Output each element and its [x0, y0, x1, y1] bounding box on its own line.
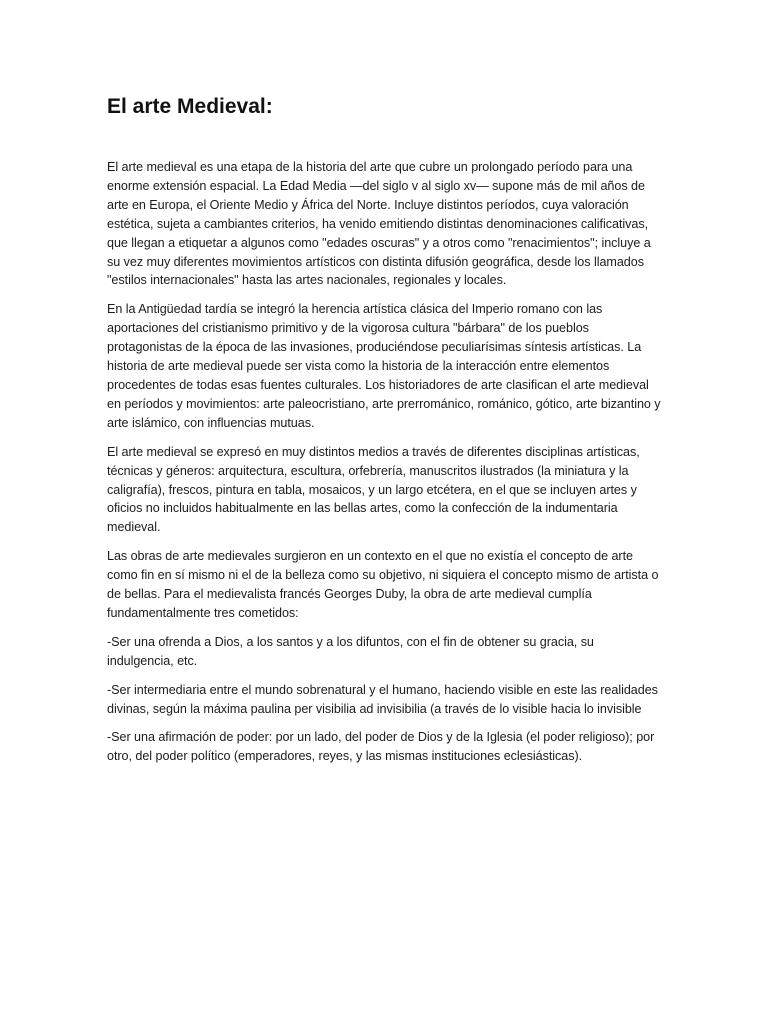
- document-title: El arte Medieval:: [107, 95, 273, 118]
- document-content: [107, 92, 661, 776]
- paragraph-purpose-intermediary: -Ser intermediaria entre el mundo sobrenatural y el humano, haciendo visible en este las realidades divinas, según la máxima paulina per visibilia ad invisibilia (a través de lo visible hacia lo invisible: [107, 682, 658, 716]
- paragraph-media: El arte medieval se expresó en muy distintos medios a través de diferentes disciplinas artísticas, técnicas y géneros: arquitectura, escultura, orfebrería, manuscritos ilustrados (la miniatura y la caligrafía), frescos, pintura en tabla, mosaicos, y un largo etcétera, en el que se incluyen artes y oficios no incluidos habitualmente en las bellas artes, como la confección de la indumentaria medieval.: [107, 444, 640, 535]
- paragraph-late-antiquity: En la Antigüedad tardía se integró la herencia artística clásica del Imperio romano con las aportaciones del cristianismo primitivo y de la vigorosa cultura "bárbara" de los pueblos protagonistas de la época de las invasiones, produciéndose peculiarísimas síntesis artísticas. La historia de arte medieval puede ser vista como la historia de la interacción entre elementos procedentes de todas esas fuentes culturales. Los historiadores de arte clasifican el arte medieval en períodos y movimientos: arte paleocristiano, arte prerrománico, románico, gótico, arte bizantino y arte islámico, con influencias mutuas.: [107, 302, 661, 430]
- paragraph-purpose-offering: -Ser una ofrenda a Dios, a los santos y a los difuntos, con el fin de obtener su gracia, su indulgencia, etc.: [107, 634, 594, 668]
- paragraph-context: Las obras de arte medievales surgieron en un contexto en el que no existía el concepto de arte como fin en sí mismo ni el de la belleza como su objetivo, ni siquiera el concepto mismo de artista o de bellas. Para el medievalista francés Georges Duby, la obra de arte medieval cumplía fundamentalmente tres cometidos:: [107, 549, 659, 620]
- paragraph-intro: El arte medieval es una etapa de la historia del arte que cubre un prolongado período para una enorme extensión espacial. La Edad Media —del siglo v al siglo xv— supone más de mil años de arte en Europa, el Oriente Medio y África del Norte. Incluye distintos períodos, cuya valoración estética, sujeta a cambiantes criterios, ha venido emitiendo distintas denominaciones calificativas, que llegan a etiquetar a algunos como "edades oscuras" y a otros como "renacimientos"; incluye a su vez muy diferentes movimientos artísticos con distinta difusión geográfica, desde los llamados "estilos internacionales" hasta las artes nacionales, regionales y locales.: [107, 160, 651, 288]
- paragraph-purpose-power: -Ser una afirmación de poder: por un lado, del poder de Dios y de la Iglesia (el poder religioso); por otro, del poder político (emperadores, reyes, y las mismas instituciones eclesiásticas).: [107, 730, 655, 764]
